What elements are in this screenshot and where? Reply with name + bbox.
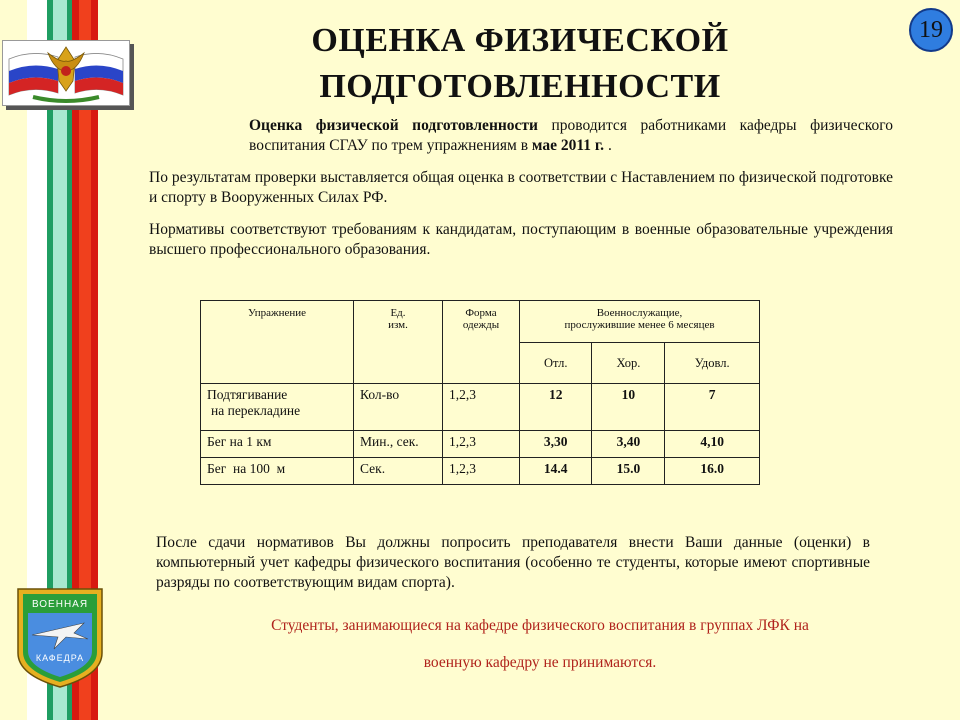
cell-unit: Мин., сек. [354,431,443,458]
header-uniform [443,301,520,384]
cell-satisfactory: 7 [665,384,760,431]
table-row [201,384,760,431]
paragraph-3: Нормативы соответствуют требованиям к кандидатам, поступающим в военные образовательные учреждения высшего профессионального образования. [149,221,893,258]
cell-good: 10 [592,384,665,431]
red-note-line-1: Студенты, занимающиеся на кафедре физического воспитания в группах ЛФК на [271,617,809,634]
slide-number-badge: 19 [909,8,953,52]
cell-uniform: 1,2,3 [443,458,520,485]
header-grade-excellent: Отл. [520,343,592,384]
table-row [201,431,760,458]
table-header-row [201,301,760,343]
header-uniform-line-1: Форма [465,307,497,319]
cell-unit: Кол-во [354,384,443,431]
cell-uniform: 1,2,3 [443,384,520,431]
title-line-1: ОЦЕНКА ФИЗИЧЕСКОЙ [311,22,729,59]
header-group-line-2: прослужившие менее 6 месяцев [564,319,715,331]
header-unit-line-2: изм. [388,319,408,331]
cell-excellent: 14.4 [520,458,592,485]
cell-exercise-line-1: Подтягивание [207,387,288,402]
red-note-line-2: военную кафедру не принимаются. [423,654,657,671]
paragraph-1-text: проводится работниками кафедры физического воспитания СГАУ по трем упражнениям в [249,117,893,154]
cell-excellent: 12 [520,384,592,431]
shield-emblem-icon [14,583,106,689]
cell-excellent: 3,30 [520,431,592,458]
paragraph-1-date: мае 2011 г. [531,137,605,154]
cell-satisfactory: 16.0 [665,458,760,485]
intro-text [149,116,893,272]
cell-exercise: Бег на 1 км [201,431,354,458]
paragraph-1-bold-lead: Оценка физической подготовленности [249,117,538,134]
header-exercise: Упражнение [201,301,354,384]
flag-eagle-icon [3,41,129,105]
cell-exercise: Бег на 100 м [201,458,354,485]
cell-good: 3,40 [592,431,665,458]
paragraph-1 [149,116,893,156]
standards-table [200,300,760,485]
flag-eagle-emblem [2,40,130,106]
paragraph-2: По результатам проверки выставляется общая оценка в соответствии с Наставлением по физической подготовке и спорту в Вооруженных Силах РФ. [149,169,893,206]
header-unit [354,301,443,384]
cell-unit: Сек. [354,458,443,485]
header-grade-good: Хор. [592,343,665,384]
cell-satisfactory: 4,10 [665,431,760,458]
title-line-2: ПОДГОТОВЛЕННОСТИ [319,68,721,105]
emblem-top-text: ВОЕННАЯ [31,599,89,610]
military-department-emblem [14,583,106,689]
page-title [240,18,800,110]
paragraph-1-tail: . [604,137,612,154]
cell-good: 15.0 [592,458,665,485]
cell-uniform: 1,2,3 [443,431,520,458]
red-note [190,616,890,673]
cell-exercise-line-2: на перекладине [211,403,301,418]
header-unit-line-1: Ед. [390,307,406,319]
header-uniform-line-2: одежды [462,319,500,331]
header-group [520,301,760,343]
header-group-line-1: Военнослужащие, [596,307,683,319]
cell-exercise [201,384,354,431]
after-table-text: После сдачи нормативов Вы должны попросить преподавателя внести Ваши данные (оценки) в компьютерный учет кафедры физического воспитания (особенно те студенты, которые имеют спортивные разряды по соответствующим видам спорта). [156,534,870,591]
header-grade-satisfactory: Удовл. [665,343,760,384]
emblem-bottom-text: КАФЕДРА [35,653,85,663]
table-row [201,458,760,485]
